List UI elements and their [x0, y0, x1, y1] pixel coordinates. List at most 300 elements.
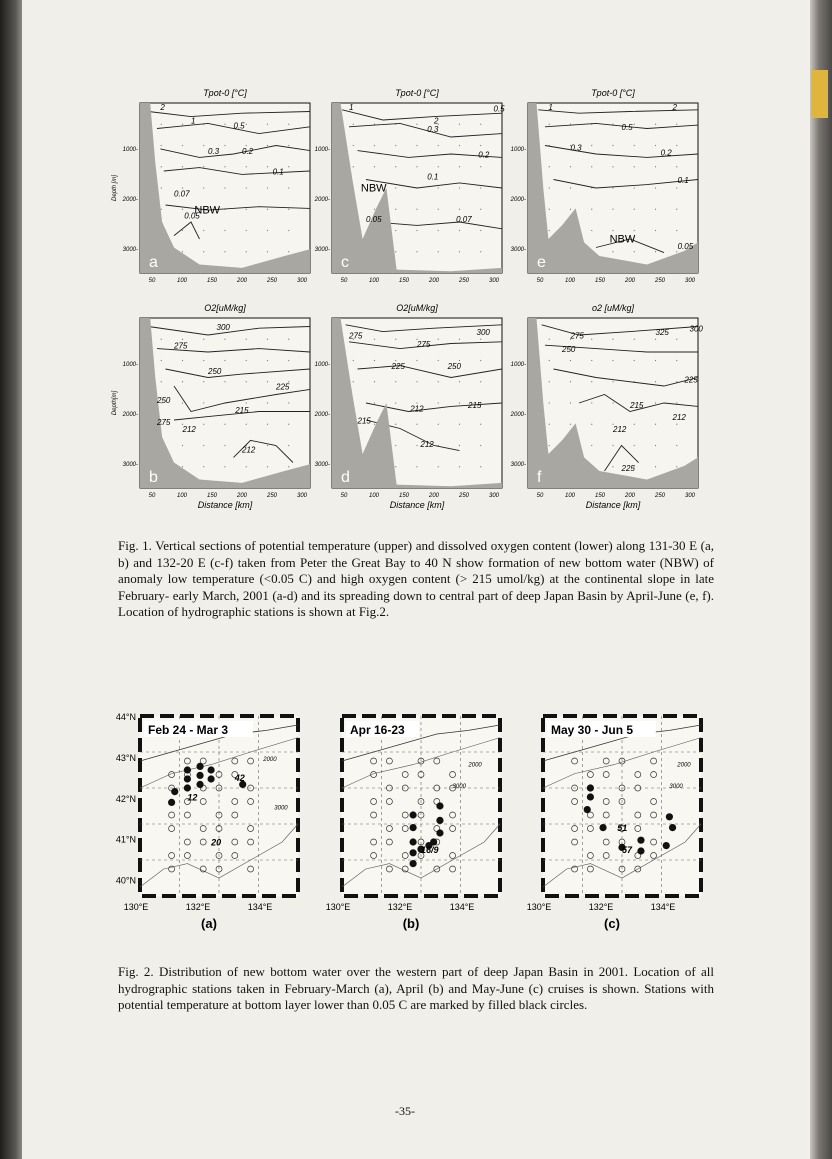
- station-dot: [374, 381, 375, 382]
- x-tick-label: 150: [206, 278, 218, 284]
- station-dot: [570, 402, 571, 403]
- x-tick-label: 150: [594, 278, 606, 284]
- station-dot: [459, 209, 460, 210]
- station-filled: [599, 824, 606, 831]
- station-dot: [395, 381, 396, 382]
- y-axis-label: Depth[m]: [112, 390, 118, 416]
- contour-label: 275: [570, 331, 584, 341]
- y-tick-label: 1000-: [510, 147, 526, 153]
- station-dot: [161, 124, 162, 125]
- station-dot: [591, 339, 592, 340]
- station-dot: [634, 230, 635, 231]
- station-dot: [416, 466, 417, 467]
- contour-label: 215: [235, 406, 249, 416]
- station-dot: [549, 402, 550, 403]
- station-dot: [634, 424, 635, 425]
- lat-label: 44°N: [115, 712, 136, 722]
- station-dot: [203, 187, 204, 188]
- station-dot: [591, 402, 592, 403]
- y-tick-label: 3000-: [510, 247, 526, 253]
- station-dot: [676, 381, 677, 382]
- station-dot: [395, 187, 396, 188]
- station-dot: [224, 360, 225, 361]
- contour-label: 225: [276, 382, 290, 392]
- station-dot: [570, 424, 571, 425]
- station-dot: [161, 381, 162, 382]
- station-filled: [196, 763, 203, 770]
- depth-label: 2000: [468, 762, 482, 769]
- station-dot: [655, 445, 656, 446]
- station-dot: [161, 209, 162, 210]
- x-tick-label: 200: [236, 278, 248, 284]
- station-dot: [591, 424, 592, 425]
- figure-1: [0, 0, 832, 535]
- contour-label: 0.5: [621, 123, 633, 133]
- station-dot: [459, 230, 460, 231]
- station-dot: [676, 424, 677, 425]
- lat-label: 43°N: [115, 752, 136, 763]
- station-dot: [224, 466, 225, 467]
- figure-2-caption-text: Fig. 2. Distribution of new bottom water over the western part of deep Japan Basin in 2001. Location of all hydrographic stations taken in February-March (a), April (b) and May-June (c) cruises is shown. Stations with potential temperature at bottom layer lower than 0.05 C are marked by filled black circles.: [118, 964, 714, 1012]
- station-dot: [267, 166, 268, 167]
- x-axis-label: Distance [km]: [197, 500, 253, 510]
- depth-label: 2000: [263, 757, 277, 763]
- station-dot: [374, 424, 375, 425]
- station-dot: [655, 209, 656, 210]
- x-tick-label: 100: [564, 278, 576, 284]
- contour-label: 0.05: [366, 215, 382, 224]
- station-dot: [634, 339, 635, 340]
- station-dot: [655, 360, 656, 361]
- station-dot: [612, 466, 613, 467]
- x-tick-label: 300: [488, 278, 500, 284]
- station-dot: [438, 251, 439, 252]
- station-dot: [288, 187, 289, 188]
- station-dot: [591, 445, 592, 446]
- contour-label: 250: [447, 362, 461, 371]
- station-filled: [436, 829, 443, 836]
- station-dot: [203, 402, 204, 403]
- contour-label: 2: [160, 102, 165, 112]
- station-dot: [182, 381, 183, 382]
- station-dot: [416, 209, 417, 210]
- contour-label: 300: [216, 322, 230, 332]
- station-dot: [288, 251, 289, 252]
- contour-label: 215: [357, 416, 371, 426]
- station-dot: [480, 466, 481, 467]
- station-dot: [676, 187, 677, 188]
- station-dot: [480, 424, 481, 425]
- lat-label: 40°N: [115, 875, 136, 886]
- station-dot: [480, 251, 481, 252]
- y-tick-label: 1000-: [122, 147, 138, 153]
- station-dot: [224, 166, 225, 167]
- station-dot: [655, 145, 656, 146]
- station-dot: [203, 166, 204, 167]
- station-filled: [587, 784, 594, 791]
- station-dot: [395, 445, 396, 446]
- figure-2-caption: [118, 964, 714, 1014]
- panel-title: o2 [uM/kg]: [591, 303, 635, 313]
- lat-label: 41°N: [115, 834, 136, 845]
- station-dot: [182, 339, 183, 340]
- station-dot: [438, 339, 439, 340]
- station-dot: [438, 230, 439, 231]
- contour-label: 275: [157, 418, 171, 428]
- station-dot: [395, 466, 396, 467]
- figure-1-caption-text: Fig. 1. Vertical sections of potential temperature (upper) and dissolved oxygen content (lower) along 131-30 E (a, b) and 132-20 E (c-f) taken from Peter the Great Bay to 40 N show formation of new bottom water (NBW) of anomaly low temperature (<0.05 C) and high oxygen content (> 215 umol/kg) at the continental slope in late February- early March, 2001 (a-d) and its spreading down to central part of deep Japan Basin by April-June (e, f). Location of hydrographic stations is shown at Fig.2.: [118, 538, 714, 619]
- station-dot: [459, 251, 460, 252]
- station-dot: [288, 402, 289, 403]
- y-tick-label: 3000-: [122, 247, 138, 253]
- panel-title: Tpot-0 [°C]: [591, 88, 635, 98]
- station-dot: [353, 124, 354, 125]
- station-dot: [353, 145, 354, 146]
- station-filled: [637, 837, 644, 844]
- station-dot: [246, 187, 247, 188]
- station-dot: [459, 187, 460, 188]
- y-tick-label: 2000-: [122, 412, 138, 418]
- station-dot: [416, 145, 417, 146]
- contour-label: 0.2: [478, 150, 490, 160]
- station-dot: [267, 124, 268, 125]
- x-tick-label: 50: [148, 493, 156, 499]
- station-dot: [288, 145, 289, 146]
- station-dot: [182, 251, 183, 252]
- station-filled: [584, 806, 591, 813]
- station-filled: [168, 799, 175, 806]
- station-dot: [416, 360, 417, 361]
- x-tick-label: 250: [458, 278, 470, 284]
- station-dot: [549, 230, 550, 231]
- map-title: Apr 16-23: [350, 723, 405, 737]
- x-tick-label: 50: [340, 278, 348, 284]
- station-dot: [676, 445, 677, 446]
- station-dot: [676, 145, 677, 146]
- y-tick-label: 3000-: [314, 247, 330, 253]
- station-dot: [224, 381, 225, 382]
- figure-2: [0, 706, 832, 951]
- x-tick-label: 150: [206, 493, 218, 499]
- contour-label: 0.5: [493, 104, 505, 114]
- station-dot: [246, 466, 247, 467]
- station-dot: [655, 339, 656, 340]
- station-dot: [246, 381, 247, 382]
- station-dot: [416, 251, 417, 252]
- station-filled: [196, 772, 203, 779]
- station-dot: [591, 145, 592, 146]
- station-dot: [459, 339, 460, 340]
- map-panel-label: (a): [201, 916, 217, 931]
- contour-label: 225: [391, 362, 405, 371]
- lon-label: 134°E: [449, 902, 475, 912]
- contour-label: 0.3: [208, 147, 220, 156]
- contour-label: 215: [630, 401, 644, 411]
- station-dot: [549, 445, 550, 446]
- station-dot: [395, 145, 396, 146]
- station-dot: [203, 445, 204, 446]
- station-dot: [655, 230, 656, 231]
- station-dot: [246, 251, 247, 252]
- y-tick-label: 3000-: [122, 462, 138, 468]
- panel-letter: c: [341, 254, 349, 271]
- station-dot: [438, 466, 439, 467]
- station-dot: [246, 339, 247, 340]
- station-filled: [587, 793, 594, 800]
- station-dot: [612, 402, 613, 403]
- station-dot: [395, 402, 396, 403]
- contour-label: 0.3: [427, 124, 439, 134]
- panel-letter: d: [341, 469, 350, 486]
- lon-label: 132°E: [185, 902, 211, 912]
- lon-label: 130°E: [526, 902, 552, 912]
- x-tick-label: 50: [148, 278, 156, 284]
- station-dot: [395, 339, 396, 340]
- station-dot: [182, 209, 183, 210]
- station-dot: [480, 166, 481, 167]
- station-dot: [676, 402, 677, 403]
- station-dot: [676, 209, 677, 210]
- station-dot: [570, 187, 571, 188]
- station-dot: [246, 145, 247, 146]
- lon-label: 130°E: [325, 902, 351, 912]
- station-dot: [591, 166, 592, 167]
- station-dot: [246, 402, 247, 403]
- contour-label: 0.07: [456, 215, 472, 224]
- x-tick-label: 250: [266, 278, 278, 284]
- figure-1-caption: [118, 538, 714, 621]
- station-dot: [676, 466, 677, 467]
- x-tick-label: 100: [564, 493, 576, 499]
- station-dot: [438, 187, 439, 188]
- station-dot: [416, 124, 417, 125]
- station-dot: [591, 209, 592, 210]
- section-panel-d: [314, 303, 502, 510]
- contour-label: 2: [434, 116, 439, 126]
- station-dot: [267, 230, 268, 231]
- station-dot: [612, 445, 613, 446]
- station-dot: [395, 424, 396, 425]
- station-dot: [288, 360, 289, 361]
- station-filled: [171, 788, 178, 795]
- station-dot: [655, 424, 656, 425]
- section-panel-b: [112, 303, 310, 510]
- lon-label: 132°E: [588, 902, 614, 912]
- station-filled: [436, 802, 443, 809]
- contour-label: 212: [672, 413, 686, 422]
- x-tick-label: 200: [624, 278, 636, 284]
- station-dot: [459, 466, 460, 467]
- contour-label: 275: [417, 339, 431, 349]
- station-dot: [161, 339, 162, 340]
- panel-title: O2[uM/kg]: [396, 303, 438, 313]
- station-dot: [353, 166, 354, 167]
- station-dot: [676, 360, 677, 361]
- station-filled: [184, 784, 191, 791]
- x-tick-label: 300: [488, 493, 500, 499]
- contour-label: 212: [613, 424, 627, 434]
- station-dot: [612, 209, 613, 210]
- station-dot: [182, 402, 183, 403]
- contour-label: 300: [476, 328, 490, 337]
- station-dot: [182, 145, 183, 146]
- contour-label: 212: [410, 404, 424, 414]
- station-map-1: [326, 716, 500, 931]
- contour-label: 0.1: [427, 172, 439, 182]
- station-dot: [267, 339, 268, 340]
- station-dot: [288, 166, 289, 167]
- x-tick-label: 150: [398, 493, 410, 499]
- station-dot: [634, 209, 635, 210]
- x-tick-label: 300: [296, 493, 308, 499]
- contour-label: 0.1: [272, 167, 284, 177]
- station-dot: [374, 209, 375, 210]
- station-dot: [416, 445, 417, 446]
- station-dot: [224, 230, 225, 231]
- station-dot: [395, 209, 396, 210]
- x-axis-label: Distance [km]: [585, 500, 641, 510]
- station-dot: [480, 381, 481, 382]
- station-dot: [288, 124, 289, 125]
- station-dot: [438, 424, 439, 425]
- station-dot: [655, 402, 656, 403]
- station-dot: [395, 230, 396, 231]
- station-dot: [224, 124, 225, 125]
- station-dot: [459, 381, 460, 382]
- station-dot: [161, 187, 162, 188]
- station-dot: [224, 251, 225, 252]
- station-dot: [267, 251, 268, 252]
- station-filled: [184, 766, 191, 773]
- contour-label: 250: [157, 396, 171, 405]
- section-panel-c: [314, 88, 506, 284]
- nbw-annotation: NBW: [194, 204, 221, 217]
- station-dot: [374, 402, 375, 403]
- station-dot: [374, 339, 375, 340]
- station-dot: [480, 209, 481, 210]
- x-tick-label: 250: [458, 493, 470, 499]
- contour-label: 225: [684, 375, 698, 385]
- station-dot: [416, 381, 417, 382]
- depth-label: 3000: [452, 784, 466, 790]
- panel-letter: b: [149, 469, 158, 486]
- station-dot: [267, 145, 268, 146]
- y-tick-label: 2000-: [314, 197, 330, 203]
- page-number: -35-: [395, 1104, 415, 1118]
- station-dot: [416, 402, 417, 403]
- y-tick-label: 1000-: [510, 362, 526, 368]
- contour-label: 325: [655, 328, 669, 337]
- x-tick-label: 100: [368, 278, 380, 284]
- station-dot: [288, 466, 289, 467]
- station-filled: [436, 817, 443, 824]
- station-dot: [374, 360, 375, 361]
- station-filled: [663, 842, 670, 849]
- station-dot: [676, 166, 677, 167]
- station-filled: [410, 824, 417, 831]
- station-dot: [655, 466, 656, 467]
- station-dot: [655, 124, 656, 125]
- station-dot: [676, 339, 677, 340]
- station-dot: [203, 360, 204, 361]
- station-dot: [288, 424, 289, 425]
- station-filled: [666, 813, 673, 820]
- station-dot: [480, 124, 481, 125]
- station-dot: [267, 466, 268, 467]
- x-tick-label: 100: [368, 493, 380, 499]
- lon-label: 130°E: [123, 902, 149, 912]
- x-axis-label: Distance [km]: [389, 500, 445, 510]
- y-tick-label: 3000-: [314, 462, 330, 468]
- station-dot: [438, 209, 439, 210]
- station-dot: [480, 187, 481, 188]
- station-dot: [224, 145, 225, 146]
- station-filled: [196, 781, 203, 788]
- station-dot: [549, 424, 550, 425]
- station-dot: [634, 187, 635, 188]
- station-dot: [267, 402, 268, 403]
- contour-label: 1: [548, 102, 553, 112]
- panel-title: O2[uM/kg]: [204, 303, 246, 313]
- contour-label: 0.5: [233, 121, 245, 131]
- depth-label: 2000: [677, 762, 691, 769]
- station-dot: [438, 381, 439, 382]
- station-dot: [549, 187, 550, 188]
- contour-label: 1: [349, 102, 354, 112]
- station-dot: [246, 424, 247, 425]
- section-panel-e: [510, 88, 698, 284]
- station-dot: [161, 145, 162, 146]
- station-dot: [591, 360, 592, 361]
- station-dot: [591, 381, 592, 382]
- station-note: 20: [211, 837, 222, 848]
- lon-label: 134°E: [247, 902, 273, 912]
- station-dot: [459, 445, 460, 446]
- x-tick-label: 50: [536, 278, 544, 284]
- nbw-annotation: NBW: [360, 182, 387, 195]
- contour-label: 212: [242, 445, 256, 455]
- contour-label: 225: [621, 464, 635, 473]
- panel-title: Tpot-0 [°C]: [395, 88, 439, 98]
- x-tick-label: 150: [398, 278, 410, 284]
- station-dot: [416, 230, 417, 231]
- station-dot: [203, 339, 204, 340]
- station-dot: [395, 360, 396, 361]
- station-dot: [224, 445, 225, 446]
- station-dot: [182, 230, 183, 231]
- station-dot: [246, 360, 247, 361]
- station-note: 16/9: [421, 844, 439, 855]
- station-dot: [549, 124, 550, 125]
- station-dot: [438, 360, 439, 361]
- station-dot: [288, 230, 289, 231]
- station-filled: [669, 824, 676, 831]
- station-dot: [549, 166, 550, 167]
- station-filled: [208, 775, 215, 782]
- station-dot: [267, 445, 268, 446]
- x-tick-label: 200: [236, 493, 248, 499]
- station-dot: [161, 166, 162, 167]
- station-dot: [267, 187, 268, 188]
- station-dot: [676, 230, 677, 231]
- x-tick-label: 50: [536, 493, 544, 499]
- station-dot: [612, 166, 613, 167]
- panel-letter: a: [149, 254, 158, 271]
- x-tick-label: 200: [428, 493, 440, 499]
- station-dot: [203, 251, 204, 252]
- station-dot: [182, 166, 183, 167]
- x-tick-label: 250: [654, 493, 666, 499]
